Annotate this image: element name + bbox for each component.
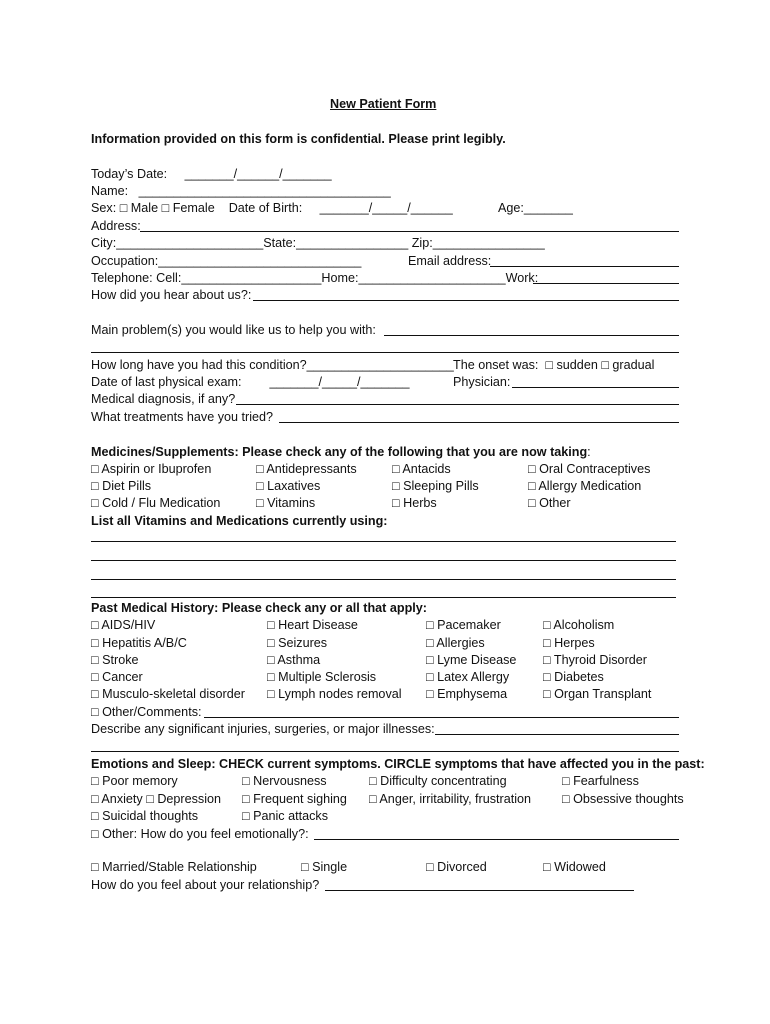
hx-hepatitis-checkbox[interactable]: □ Hepatitis A/B/C: [91, 636, 187, 650]
other-comments-line[interactable]: [204, 717, 679, 718]
em-fearfulness-checkbox[interactable]: □ Fearfulness: [562, 774, 639, 788]
relationship-question-label: How do you feel about your relationship?: [91, 878, 320, 892]
hx-lymph-nodes-checkbox[interactable]: □ Lymph nodes removal: [267, 687, 402, 701]
med-sleeping-pills-checkbox[interactable]: □ Sleeping Pills: [392, 479, 479, 493]
med-allergy-medication-checkbox[interactable]: □ Allergy Medication: [528, 479, 642, 493]
diagnosis-line[interactable]: [236, 404, 679, 405]
med-antidepressants-checkbox[interactable]: □ Antidepressants: [256, 462, 357, 476]
main-problem-label: Main problem(s) you would like us to help you with:: [91, 323, 376, 337]
hx-stroke-checkbox[interactable]: □ Stroke: [91, 653, 139, 667]
med-other-checkbox[interactable]: □ Other: [528, 496, 571, 510]
hx-cancer-checkbox[interactable]: □ Cancer: [91, 670, 143, 684]
medications-line-4[interactable]: [91, 597, 676, 598]
form-title: New Patient Form: [330, 97, 437, 111]
treatments-label: What treatments have you tried?: [91, 410, 274, 424]
rel-widowed-checkbox[interactable]: □ Widowed: [543, 860, 606, 874]
history-heading: Past Medical History: Please check any or all that apply:: [91, 601, 427, 615]
form-intro: Information provided on this form is confidential. Please print legibly.: [91, 132, 506, 146]
med-herbs-checkbox[interactable]: □ Herbs: [392, 496, 437, 510]
medications-line-2[interactable]: [91, 560, 676, 561]
medicines-heading-colon: :: [587, 445, 591, 459]
name-field[interactable]: Name: ____________________________________: [91, 184, 391, 198]
hx-ms-checkbox[interactable]: □ Multiple Sclerosis: [267, 670, 377, 684]
hx-seizures-checkbox[interactable]: □ Seizures: [267, 636, 328, 650]
injuries-label: Describe any significant injuries, surgeries, or major illnesses:: [91, 722, 435, 736]
medications-list-heading: List all Vitamins and Medications currently using:: [91, 514, 388, 528]
medications-line-3[interactable]: [91, 579, 676, 580]
medicines-heading: [91, 444, 591, 460]
medications-line-1[interactable]: [91, 541, 676, 542]
hx-herpes-checkbox[interactable]: □ Herpes: [543, 636, 595, 650]
med-diet-pills-checkbox[interactable]: □ Diet Pills: [91, 479, 152, 493]
telephone-field[interactable]: Telephone: Cell:____________________Home:_____________________Work:: [91, 271, 539, 285]
hx-asthma-checkbox[interactable]: □ Asthma: [267, 653, 321, 667]
diagnosis-label: Medical diagnosis, if any?: [91, 392, 236, 406]
med-oral-contraceptives-checkbox[interactable]: □ Oral Contraceptives: [528, 462, 651, 476]
rel-divorced-checkbox[interactable]: □ Divorced: [426, 860, 487, 874]
em-frequent-sighing-checkbox[interactable]: □ Frequent sighing: [242, 792, 347, 806]
address-line[interactable]: [140, 231, 679, 232]
em-anxiety-depression-checkbox[interactable]: □ Anxiety □ Depression: [91, 792, 222, 806]
med-antacids-checkbox[interactable]: □ Antacids: [392, 462, 451, 476]
hx-organ-transplant-checkbox[interactable]: □ Organ Transplant: [543, 687, 652, 701]
em-nervousness-checkbox[interactable]: □ Nervousness: [242, 774, 327, 788]
emotions-heading: Emotions and Sleep: CHECK current symptoms. CIRCLE symptoms that have affected you in the past:: [91, 757, 705, 771]
city-state-zip-field[interactable]: City:_____________________State:________________ Zip:________________: [91, 236, 545, 250]
rel-married-checkbox[interactable]: □ Married/Stable Relationship: [91, 860, 257, 874]
em-obsessive-thoughts-checkbox[interactable]: □ Obsessive thoughts: [562, 792, 684, 806]
occupation-field[interactable]: Occupation:_____________________________: [91, 254, 362, 268]
relationship-line[interactable]: [325, 890, 634, 891]
work-phone-line[interactable]: [533, 283, 679, 284]
em-panic-attacks-checkbox[interactable]: □ Panic attacks: [242, 809, 329, 823]
injuries-line[interactable]: [435, 734, 679, 735]
hx-musculoskeletal-checkbox[interactable]: □ Musculo-skeletal disorder: [91, 687, 245, 701]
hx-emphysema-checkbox[interactable]: □ Emphysema: [426, 687, 508, 701]
em-difficulty-concentrating-checkbox[interactable]: □ Difficulty concentrating: [369, 774, 507, 788]
email-line[interactable]: [490, 266, 679, 267]
em-poor-memory-checkbox[interactable]: □ Poor memory: [91, 774, 178, 788]
med-vitamins-checkbox[interactable]: □ Vitamins: [256, 496, 316, 510]
last-exam-field[interactable]: Date of last physical exam: _______/_____/_______: [91, 375, 410, 389]
rel-single-checkbox[interactable]: □ Single: [301, 860, 348, 874]
how-long-field[interactable]: How long have you had this condition?_____________________: [91, 358, 454, 372]
em-suicidal-thoughts-checkbox[interactable]: □ Suicidal thoughts: [91, 809, 199, 823]
med-aspirin-checkbox[interactable]: □ Aspirin or Ibuprofen: [91, 462, 212, 476]
med-laxatives-checkbox[interactable]: □ Laxatives: [256, 479, 321, 493]
emotions-other-line[interactable]: [314, 839, 679, 840]
physician-line[interactable]: [512, 387, 679, 388]
em-other-checkbox[interactable]: □ Other: How do you feel emotionally?:: [91, 827, 309, 841]
email-label: Email address:: [408, 254, 492, 268]
hx-diabetes-checkbox[interactable]: □ Diabetes: [543, 670, 604, 684]
medicines-heading-text: Medicines/Supplements: Please check any of the following that you are now taking: [91, 445, 588, 459]
sex-dob-field[interactable]: Sex: □ Male □ Female Date of Birth: _______/_____/______: [91, 201, 453, 215]
hx-aids-checkbox[interactable]: □ AIDS/HIV: [91, 618, 156, 632]
hx-allergies-checkbox[interactable]: □ Allergies: [426, 636, 485, 650]
med-cold-flu-checkbox[interactable]: □ Cold / Flu Medication: [91, 496, 221, 510]
heard-about-label: How did you hear about us?:: [91, 288, 252, 302]
hx-alcoholism-checkbox[interactable]: □ Alcoholism: [543, 618, 615, 632]
hx-pacemaker-checkbox[interactable]: □ Pacemaker: [426, 618, 501, 632]
physician-label: Physician:: [453, 375, 511, 389]
heard-about-line[interactable]: [253, 300, 679, 301]
hx-other-comments-checkbox[interactable]: □ Other/Comments:: [91, 705, 202, 719]
onset-field[interactable]: The onset was: □ sudden □ gradual: [453, 358, 655, 372]
injuries-line-2[interactable]: [91, 751, 679, 752]
main-problem-line-2[interactable]: [91, 352, 679, 353]
treatments-line[interactable]: [279, 422, 679, 423]
hx-lyme-checkbox[interactable]: □ Lyme Disease: [426, 653, 517, 667]
hx-thyroid-checkbox[interactable]: □ Thyroid Disorder: [543, 653, 647, 667]
em-anger-checkbox[interactable]: □ Anger, irritability, frustration: [369, 792, 532, 806]
address-label: Address:: [91, 219, 141, 233]
todays-date-field[interactable]: Today’s Date: _______/______/_______: [91, 167, 332, 181]
hx-heart-disease-checkbox[interactable]: □ Heart Disease: [267, 618, 358, 632]
main-problem-line[interactable]: [384, 335, 679, 336]
age-field[interactable]: Age:_______: [498, 201, 573, 215]
hx-latex-checkbox[interactable]: □ Latex Allergy: [426, 670, 510, 684]
